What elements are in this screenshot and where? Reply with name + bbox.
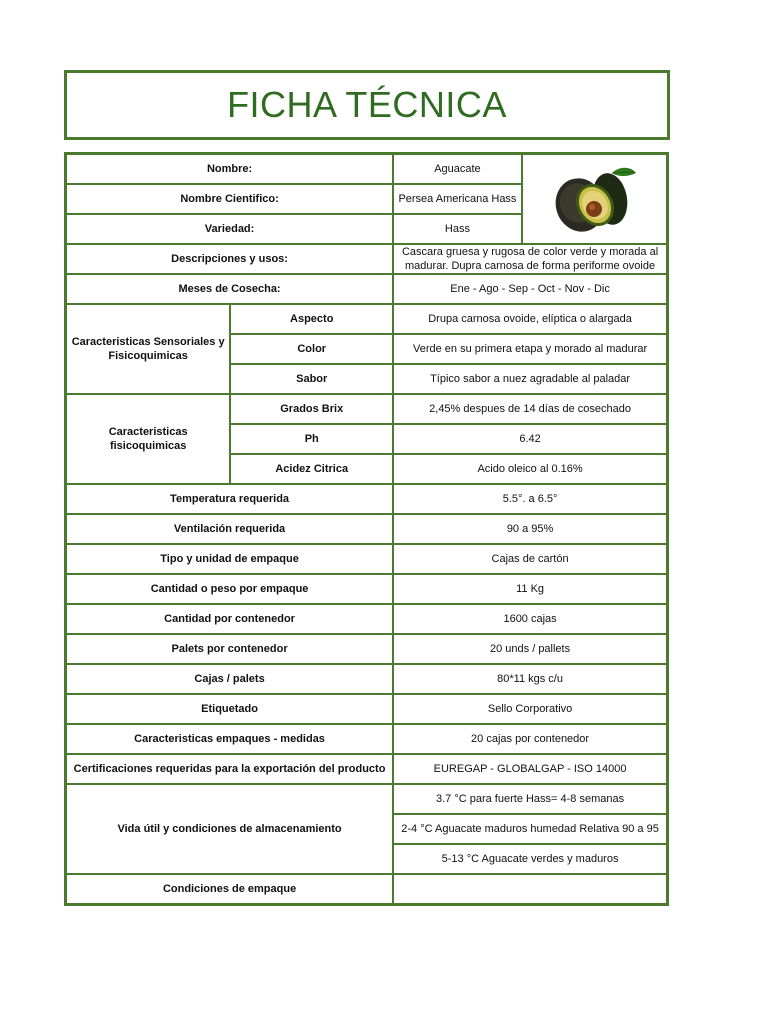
table-row xyxy=(66,724,668,754)
meses-label: Meses de Cosecha: xyxy=(66,274,394,304)
table-row xyxy=(66,514,668,544)
row-label: Cantidad por contenedor xyxy=(66,604,394,634)
spec-table xyxy=(64,152,669,906)
row-label: Cajas / palets xyxy=(66,664,394,694)
table-row xyxy=(66,244,668,274)
table-row xyxy=(66,304,668,334)
table-row xyxy=(66,754,668,784)
table-row xyxy=(66,574,668,604)
avocado-icon xyxy=(548,159,640,239)
table-row xyxy=(66,154,668,185)
vida-util-value: 5-13 °C Aguacate verdes y maduros xyxy=(393,844,667,874)
descripcion-label: Descripciones y usos: xyxy=(66,244,394,274)
row-label: Caracteristicas empaques - medidas xyxy=(66,724,394,754)
row-value: 90 a 95% xyxy=(393,514,667,544)
row-value: 11 Kg xyxy=(393,574,667,604)
row-label: Palets por contenedor xyxy=(66,634,394,664)
sensorial-row-value: Drupa carnosa ovoide, elíptica o alargada xyxy=(393,304,667,334)
vida-util-value: 3.7 °C para fuerte Hass= 4-8 semanas xyxy=(393,784,667,814)
variedad-label: Variedad: xyxy=(66,214,394,244)
fisicoquimicas-row-value: 2,45% despues de 14 días de cosechado xyxy=(393,394,667,424)
sensorial-row-label: Color xyxy=(230,334,393,364)
row-label: Tipo y unidad de empaque xyxy=(66,544,394,574)
cientifico-value: Persea Americana Hass xyxy=(393,184,522,214)
descripcion-value: Cascara gruesa y rugosa de color verde y morada al madurar. Dupra carnosa de forma periforme ovoide xyxy=(393,244,667,274)
row-label: Etiquetado xyxy=(66,694,394,724)
table-row xyxy=(66,274,668,304)
meses-value: Ene - Ago - Sep - Oct - Nov - Dic xyxy=(393,274,667,304)
row-value: Cajas de cartón xyxy=(393,544,667,574)
sensorial-row-label: Aspecto xyxy=(230,304,393,334)
table-row xyxy=(66,694,668,724)
vida-util-value: 2-4 °C Aguacate maduros humedad Relativa 90 a 95 xyxy=(393,814,667,844)
table-row xyxy=(66,634,668,664)
table-row xyxy=(66,664,668,694)
row-label: Ventilación requerida xyxy=(66,514,394,544)
sensorial-row-value: Típico sabor a nuez agradable al paladar xyxy=(393,364,667,394)
row-label: Certificaciones requeridas para la exportación del producto xyxy=(66,754,394,784)
table-row xyxy=(66,544,668,574)
cientifico-label: Nombre Cientifico: xyxy=(66,184,394,214)
row-value: Sello Corporativo xyxy=(393,694,667,724)
row-value: 5.5°. a 6.5° xyxy=(393,484,667,514)
page-title: FICHA TÉCNICA xyxy=(227,84,507,125)
row-value: 1600 cajas xyxy=(393,604,667,634)
sensorial-row-value: Verde en su primera etapa y morado al madurar xyxy=(393,334,667,364)
sensorial-group-label: Caracteristicas Sensoriales y Fisicoquimicas xyxy=(66,304,231,394)
nombre-label: Nombre: xyxy=(66,154,394,185)
nombre-value: Aguacate xyxy=(393,154,522,185)
table-row xyxy=(66,484,668,514)
row-value: 80*11 kgs c/u xyxy=(393,664,667,694)
table-row xyxy=(66,394,668,424)
avocado-photo xyxy=(522,154,668,245)
fisicoquimicas-row-label: Acidez Citrica xyxy=(230,454,393,484)
row-label: Cantidad o peso por empaque xyxy=(66,574,394,604)
row-value: EUREGAP - GLOBALGAP - ISO 14000 xyxy=(393,754,667,784)
title-box xyxy=(64,70,670,140)
variedad-value: Hass xyxy=(393,214,522,244)
table-row xyxy=(66,784,668,814)
row-value: 20 unds / pallets xyxy=(393,634,667,664)
fisicoquimicas-group-label: Caracteristicas fisicoquimicas xyxy=(66,394,231,484)
condiciones-label: Condiciones de empaque xyxy=(66,874,394,905)
table-row xyxy=(66,604,668,634)
row-value: 20 cajas por contenedor xyxy=(393,724,667,754)
table-row xyxy=(66,874,668,905)
sensorial-row-label: Sabor xyxy=(230,364,393,394)
fisicoquimicas-row-value: Acido oleico al 0.16% xyxy=(393,454,667,484)
fisicoquimicas-row-label: Ph xyxy=(230,424,393,454)
row-label: Temperatura requerida xyxy=(66,484,394,514)
condiciones-value xyxy=(393,874,667,905)
fisicoquimicas-row-value: 6.42 xyxy=(393,424,667,454)
fisicoquimicas-row-label: Grados Brix xyxy=(230,394,393,424)
vida-util-label: Vida útil y condiciones de almacenamiento xyxy=(66,784,394,874)
